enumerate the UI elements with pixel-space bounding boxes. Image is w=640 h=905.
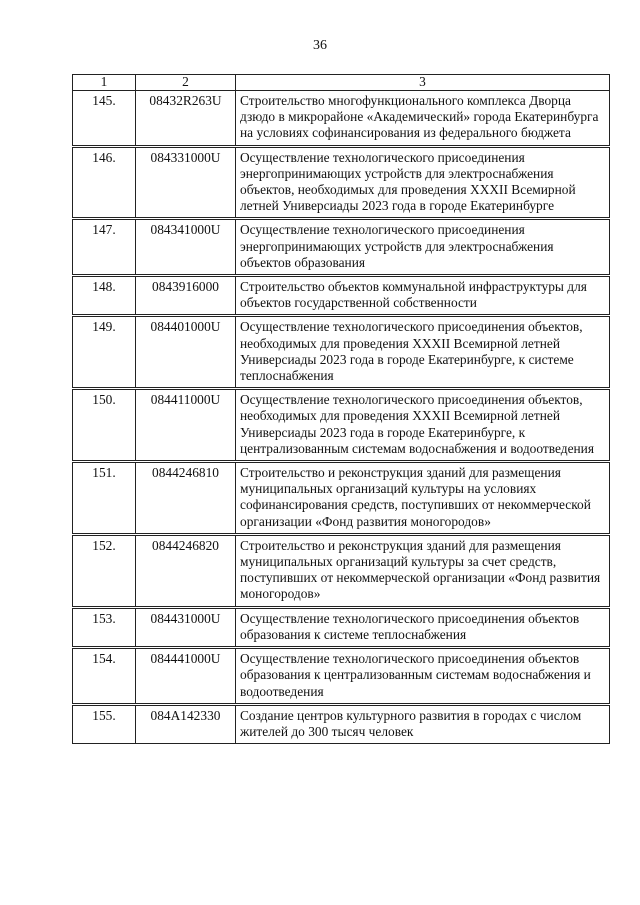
row-number: 147.: [73, 219, 136, 276]
row-description: Осуществление технологического присоединения энергопринимающих устройств для электроснабжения объектов, необходимых для проведения XXXII Всемирной летней Универсиады 2023 года в городе Екатеринбурге: [236, 146, 610, 219]
row-number: 154.: [73, 648, 136, 705]
row-description: Создание центров культурного развития в городах с числом жителей до 300 тысяч человек: [236, 704, 610, 743]
row-code: 0843916000: [136, 276, 236, 316]
row-description: Осуществление технологического присоединения энергопринимающих устройств для электроснабжения объектов образования: [236, 219, 610, 276]
table-row: [73, 648, 610, 705]
row-number: 149.: [73, 316, 136, 389]
row-number: 150.: [73, 389, 136, 462]
row-description: Строительство и реконструкция зданий для размещения муниципальных организаций культуры на условиях софинансирования средств, поступивших от некоммерческой организации «Фонд развития моногородов»: [236, 462, 610, 535]
row-number: 155.: [73, 704, 136, 743]
table-row: [73, 389, 610, 462]
row-code: 084A142330: [136, 704, 236, 743]
row-number: 148.: [73, 276, 136, 316]
header-col-2: 2: [136, 75, 236, 91]
row-code: 084341000U: [136, 219, 236, 276]
row-description: Строительство и реконструкция зданий для размещения муниципальных организаций культуры за счет средств, поступивших от некоммерческой организации «Фонд развития моногородов»: [236, 534, 610, 607]
table-row: [73, 607, 610, 647]
row-code: 084401000U: [136, 316, 236, 389]
row-description: Строительство многофункционального комплекса Дворца дзюдо в микрорайоне «Академический» города Екатеринбурга на условиях софинансирования из федерального бюджета: [236, 91, 610, 147]
table-row: [73, 276, 610, 316]
table-row: [73, 462, 610, 535]
row-code: 084331000U: [136, 146, 236, 219]
row-code: 084431000U: [136, 607, 236, 647]
table-row: [73, 91, 610, 147]
row-number: 151.: [73, 462, 136, 535]
row-number: 146.: [73, 146, 136, 219]
row-description: Осуществление технологического присоединения объектов образования к централизованным системам водоснабжения и водоотведения: [236, 648, 610, 705]
table-row: [73, 534, 610, 607]
table-row: [73, 316, 610, 389]
row-code: 084441000U: [136, 648, 236, 705]
row-number: 152.: [73, 534, 136, 607]
row-description: Осуществление технологического присоединения объектов, необходимых для проведения XXXII Всемирной летней Универсиады 2023 года в городе Екатеринбурге, к централизованным системам водоснабжения и водоотведения: [236, 389, 610, 462]
page-number: 36: [313, 38, 327, 53]
row-description: Строительство объектов коммунальной инфраструктуры для объектов государственной собственности: [236, 276, 610, 316]
table-row: [73, 146, 610, 219]
row-description: Осуществление технологического присоединения объектов, необходимых для проведения XXXII Всемирной летней Универсиады 2023 года в городе Екатеринбурге, к системе теплоснабжения: [236, 316, 610, 389]
row-code: 08432R263U: [136, 91, 236, 147]
header-col-3: 3: [236, 75, 610, 91]
budget-codes-table: [72, 74, 610, 744]
row-code: 0844246820: [136, 534, 236, 607]
table-row: [73, 704, 610, 743]
row-number: 153.: [73, 607, 136, 647]
row-code: 084411000U: [136, 389, 236, 462]
row-number: 145.: [73, 91, 136, 147]
table-header-row: [73, 75, 610, 91]
row-description: Осуществление технологического присоединения объектов образования к системе теплоснабжения: [236, 607, 610, 647]
row-code: 0844246810: [136, 462, 236, 535]
header-col-1: 1: [73, 75, 136, 91]
table-row: [73, 219, 610, 276]
